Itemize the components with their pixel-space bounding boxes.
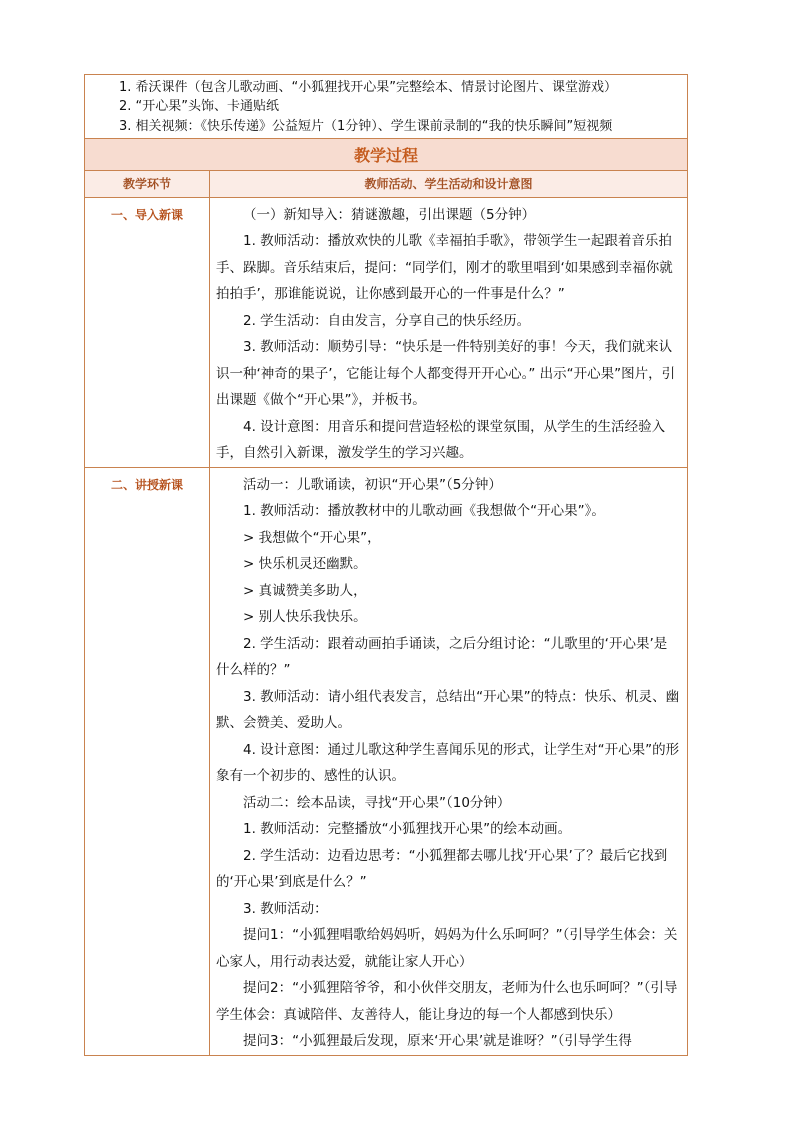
paragraph: 2. 学生活动：跟着动画拍手诵读，之后分组讨论：“儿歌里的‘开心果’是什么样的？”: [216, 635, 668, 679]
paragraph: 活动二：绘本品读，寻找“开心果”（10分钟）: [243, 794, 511, 811]
paragraph: 2. 学生活动：自由发言，分享自己的快乐经历。: [243, 312, 531, 329]
materials-item: 2. “开心果”头饰、卡通贴纸: [119, 99, 280, 115]
section-row-intro: [85, 197, 688, 467]
paragraph: 4. 设计意图：通过儿歌这种学生喜闻乐见的形式，让学生对“开心果”的形象有一个初步的、感性的认识。: [216, 741, 680, 785]
paragraph: 3. 教师活动：请小组代表发言，总结出“开心果”的特点：快乐、机灵、幽默、会赞美、爱助人。: [216, 688, 680, 732]
paragraph: 提问2：“小狐狸陪爷爷，和小伙伴交朋友，老师为什么也乐呵呵？”（引导学生体会：真诚陪伴、友善待人，能让身边的每一个人都感到快乐）: [216, 980, 678, 1023]
materials-row: [85, 75, 688, 139]
materials-item: 3. 相关视频：《快乐传递》公益短片（1分钟）、学生课前录制的“我的快乐瞬间”短视频: [119, 118, 613, 134]
lesson-plan-table: [84, 74, 688, 1056]
section-content-teaching: [210, 467, 688, 1055]
paragraph: 2. 学生活动：边看边思考：“小狐狸都去哪儿找‘开心果’了？最后它找到的‘开心果’到底是什么？”: [216, 847, 668, 891]
paragraph: （一）新知导入：猜谜激趣，引出课题（5分钟）: [243, 206, 536, 223]
materials-item: 1. 希沃课件（包含儿歌动画、“小狐狸找开心果”完整绘本、情景讨论图片、课堂游戏）: [119, 80, 618, 95]
paragraph: > 我想做个“开心果”，: [243, 529, 381, 546]
paragraph: 3. 教师活动：: [243, 900, 328, 917]
paragraph: 活动一：儿歌诵读，初识“开心果”（5分钟）: [243, 476, 502, 493]
materials-cell: [85, 75, 688, 139]
paragraph: 提问3：“小狐狸最后发现，原来‘开心果’就是谁呀？”（引导学生得: [243, 1033, 632, 1050]
process-header-row: [85, 138, 688, 170]
process-title: 教学过程: [85, 138, 688, 170]
section-content-intro: [210, 197, 688, 467]
paragraph: 4. 设计意图：用音乐和提问营造轻松的课堂氛围，从学生的生活经验入手，自然引入新课，激发学生的学习兴趣。: [216, 418, 666, 462]
paragraph: > 真诚赞美多助人，: [243, 582, 367, 599]
stage-column-header: 教学环节: [85, 170, 210, 197]
paragraph: > 别人快乐我快乐。: [243, 609, 367, 626]
section-row-teaching: [85, 467, 688, 1055]
paragraph: 1. 教师活动：播放教材中的儿歌动画《我想做个“开心果”》。: [243, 503, 605, 520]
stage-label-teaching: 二、讲授新课: [85, 467, 210, 1055]
paragraph: 提问1：“小狐狸唱歌给妈妈听，妈妈为什么乐呵呵？”（引导学生体会：关心家人，用行动表达爱，就能让家人开心）: [216, 927, 678, 970]
paragraph: 3. 教师活动：顺势引导：“快乐是一件特别美好的事！今天，我们就来认识一种‘神奇的果子’，它能让每个人都变得开开心心。” 出示“开心果”图片，引出课题《做个“开心果”》，并板书。: [216, 339, 676, 409]
activities-column-header: 教师活动、学生活动和设计意图: [210, 170, 688, 197]
paragraph: 1. 教师活动：播放欢快的儿歌《幸福拍手歌》，带领学生一起跟着音乐拍手、跺脚。音乐结束后，提问：“同学们，刚才的歌里唱到‘如果感到幸福你就拍拍手’，那谁能说说，让你感到最开心的一件事是什么？”: [216, 233, 673, 303]
paragraph: 1. 教师活动：完整播放“小狐狸找开心果”的绘本动画。: [243, 821, 572, 838]
stage-label-intro: 一、导入新课: [85, 197, 210, 467]
paragraph: > 快乐机灵还幽默。: [243, 556, 367, 573]
column-header-row: [85, 170, 688, 197]
